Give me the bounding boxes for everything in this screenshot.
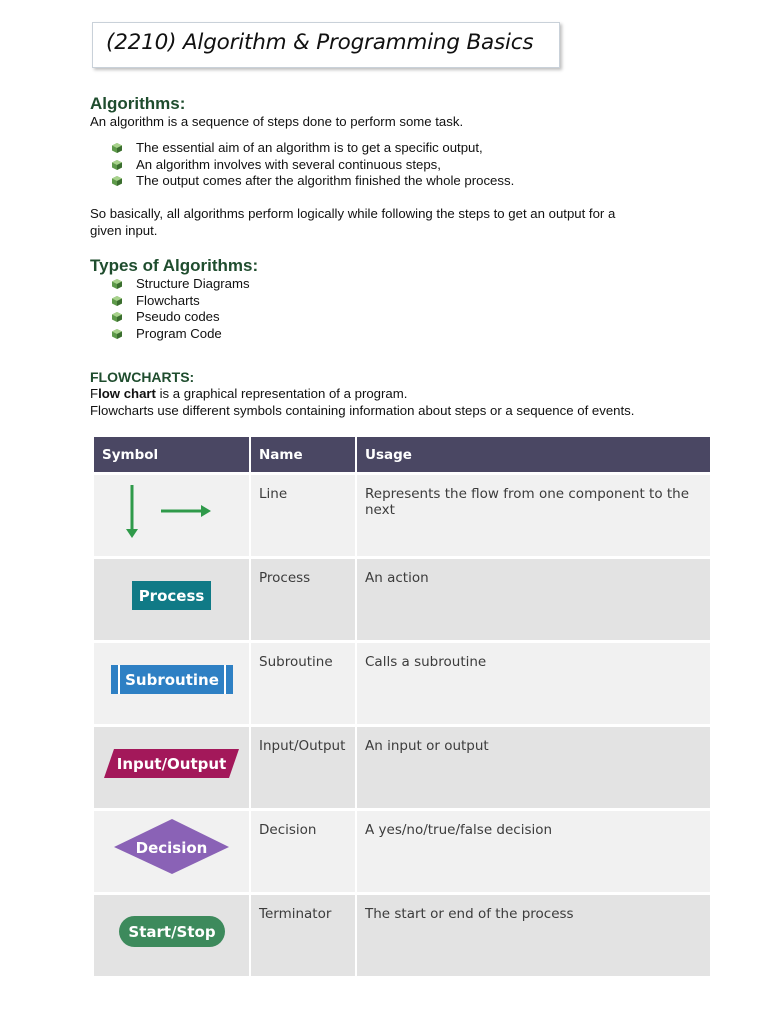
cube-bullet-icon bbox=[112, 143, 122, 153]
input-output-label: Input/Output bbox=[116, 754, 227, 773]
symbol-cell bbox=[94, 810, 250, 894]
flowchart-symbols-table bbox=[94, 437, 710, 976]
title-box bbox=[92, 22, 560, 68]
table-row bbox=[94, 894, 710, 977]
usage-cell: The start or end of the process bbox=[356, 894, 710, 977]
name-cell: Input/Output bbox=[250, 726, 356, 810]
cube-bullet-icon bbox=[112, 296, 122, 306]
symbol-cell bbox=[94, 558, 250, 642]
symbol-cell bbox=[94, 474, 250, 558]
page-title: (2210) Algorithm & Programming Basics bbox=[106, 30, 534, 55]
symbol-cell bbox=[94, 642, 250, 726]
name-column-header: Name bbox=[250, 437, 356, 474]
name-cell: Line bbox=[250, 474, 356, 558]
subroutine-shape: Subroutine bbox=[111, 665, 233, 694]
types-bullet-list bbox=[110, 276, 250, 342]
list-item: Pseudo codes bbox=[110, 309, 250, 326]
usage-column-header: Usage bbox=[356, 437, 710, 474]
usage-cell: An input or output bbox=[356, 726, 710, 810]
algorithms-heading: Algorithms: bbox=[90, 94, 186, 113]
process-shape: Process bbox=[132, 581, 211, 610]
cube-bullet-icon bbox=[112, 312, 122, 322]
flowcharts-heading: FLOWCHARTS: bbox=[90, 369, 195, 385]
list-item: Structure Diagrams bbox=[110, 276, 250, 293]
list-item: Program Code bbox=[110, 326, 250, 343]
table-row bbox=[94, 726, 710, 810]
table-row bbox=[94, 558, 710, 642]
terminator-shape: Start/Stop bbox=[119, 916, 225, 947]
name-cell: Subroutine bbox=[250, 642, 356, 726]
name-cell: Decision bbox=[250, 810, 356, 894]
usage-cell: A yes/no/true/false decision bbox=[356, 810, 710, 894]
cube-bullet-icon bbox=[112, 279, 122, 289]
symbol-column-header: Symbol bbox=[94, 437, 250, 474]
list-item: The essential aim of an algorithm is to get a specific output, bbox=[110, 140, 514, 157]
usage-cell: An action bbox=[356, 558, 710, 642]
list-item: Flowcharts bbox=[110, 293, 250, 310]
flowcharts-definition: Flow chart is a graphical representation of a program. Flowcharts use different symbols containing information about steps or a sequence of events. bbox=[90, 386, 635, 418]
table-row bbox=[94, 474, 710, 558]
algorithms-summary: So basically, all algorithms perform logically while following the steps to get an output for a given input. bbox=[90, 206, 616, 238]
usage-cell: Calls a subroutine bbox=[356, 642, 710, 726]
cube-bullet-icon bbox=[112, 329, 122, 339]
list-item: The output comes after the algorithm finished the whole process. bbox=[110, 173, 514, 190]
symbol-cell bbox=[94, 894, 250, 977]
algorithms-intro: An algorithm is a sequence of steps done to perform some task. bbox=[90, 114, 464, 129]
cube-bullet-icon bbox=[112, 176, 122, 186]
decision-label: Decision bbox=[135, 838, 208, 857]
name-cell: Process bbox=[250, 558, 356, 642]
line-arrows-icon bbox=[94, 475, 249, 545]
table-row bbox=[94, 642, 710, 726]
table-row bbox=[94, 810, 710, 894]
types-heading: Types of Algorithms: bbox=[90, 256, 259, 275]
name-cell: Terminator bbox=[250, 894, 356, 977]
cube-bullet-icon bbox=[112, 160, 122, 170]
table-header-row bbox=[94, 437, 710, 474]
algorithms-bullet-list bbox=[110, 140, 514, 190]
list-item: An algorithm involves with several continuous steps, bbox=[110, 157, 514, 174]
symbol-cell bbox=[94, 726, 250, 810]
usage-cell: Represents the flow from one component to the next bbox=[356, 474, 710, 558]
